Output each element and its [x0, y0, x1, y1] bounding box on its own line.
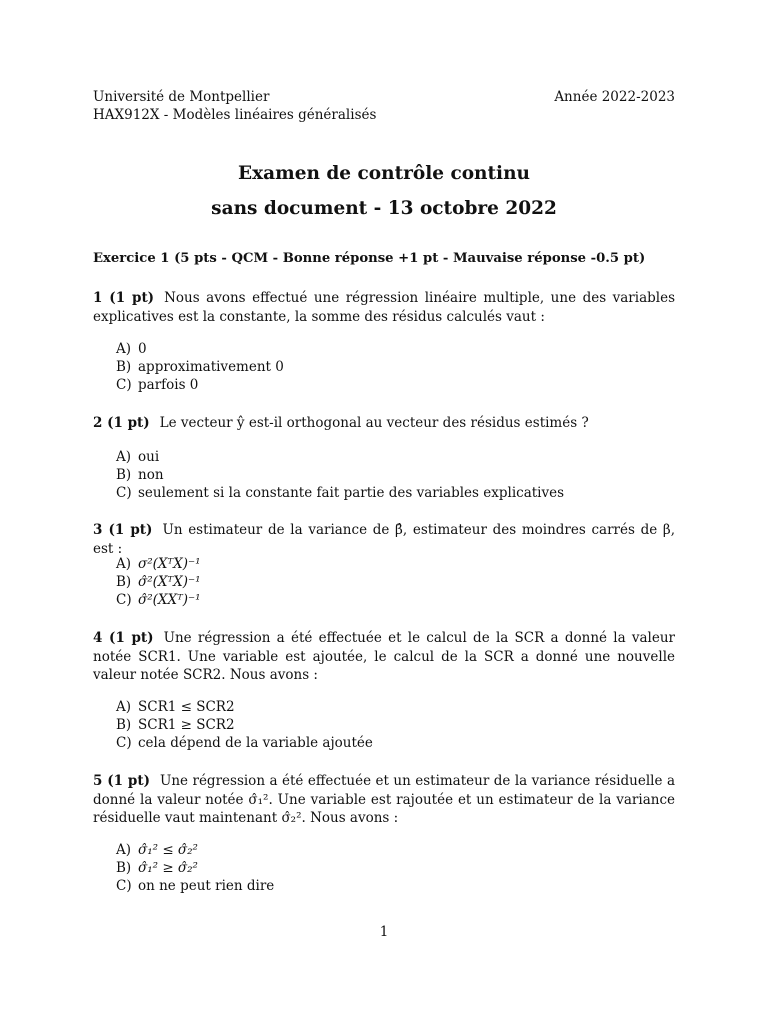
option-c: C) on ne peut rien dire — [116, 878, 275, 894]
option-c: C) seulement si la constante fait partie des variables explicatives — [116, 485, 565, 501]
option-c: C) cela dépend de la variable ajoutée — [116, 735, 373, 751]
course-name: HAX912X - Modèles linéaires généralisés — [93, 107, 377, 123]
question-number: 1 (1 pt) — [93, 290, 155, 306]
option-b: B) SCR1 ≥ SCR2 — [116, 717, 235, 733]
question-4-options — [116, 698, 373, 752]
question-text: Un estimateur de la variance de β̂, estimateur des moindres carrés de β, est : — [93, 522, 675, 557]
university-name: Université de Montpellier — [93, 89, 270, 105]
academic-year: Année 2022-2023 — [554, 89, 675, 105]
option-c: C) σ̂²(XXᵀ)⁻¹ — [116, 592, 201, 608]
option-b: B) approximativement 0 — [116, 359, 284, 375]
question-1 — [93, 289, 675, 326]
question-text: Une régression a été effectuée et le calcul de la SCR a donné la valeur notée SCR1. Une variable est ajoutée, le calcul de la SCR a donné une nouvelle valeur notée SCR2. Nous avons : — [93, 630, 675, 683]
exam-subtitle: sans document - 13 octobre 2022 — [211, 198, 557, 219]
exercise-heading: Exercice 1 (5 pts - QCM - Bonne réponse +1 pt - Mauvaise réponse -0.5 pt) — [93, 251, 646, 266]
question-3-options — [116, 555, 201, 609]
option-a: A) 0 — [116, 341, 147, 357]
option-b: B) σ̂²(XᵀX)⁻¹ — [116, 574, 201, 590]
option-b: B) σ̂₁² ≥ σ̂₂² — [116, 860, 198, 876]
question-2-options — [116, 448, 564, 502]
question-4 — [93, 629, 675, 685]
page-header — [93, 88, 675, 124]
question-text: Le vecteur ŷ est-il orthogonal au vecteur des résidus estimés ? — [159, 415, 589, 431]
question-5 — [93, 772, 675, 828]
question-number: 5 (1 pt) — [93, 773, 150, 789]
question-2 — [93, 414, 675, 433]
option-a: A) SCR1 ≤ SCR2 — [116, 699, 235, 715]
exam-title: Examen de contrôle continu — [238, 163, 530, 184]
question-3 — [93, 521, 675, 558]
question-number: 2 (1 pt) — [93, 415, 150, 431]
question-number: 3 (1 pt) — [93, 522, 153, 538]
option-b: B) non — [116, 467, 164, 483]
question-5-options — [116, 841, 274, 895]
option-a: A) oui — [116, 449, 160, 465]
option-c: C) parfois 0 — [116, 377, 199, 393]
page-number: 1 — [379, 924, 389, 940]
option-a: A) σ̂₁² ≤ σ̂₂² — [116, 842, 198, 858]
question-1-options — [116, 340, 284, 394]
option-a: A) σ²(XᵀX)⁻¹ — [116, 556, 201, 572]
question-text: Nous avons effectué une régression linéaire multiple, une des variables explicatives est la constante, la somme des résidus calculés vaut : — [93, 290, 676, 325]
question-text: Une régression a été effectuée et un estimateur de la variance résiduelle a donné la valeur notée σ̂₁². Une variable est rajoutée et un estimateur de la variance résiduelle vaut maintenant σ̂₂². Nous avons : — [93, 773, 675, 826]
question-number: 4 (1 pt) — [93, 630, 154, 646]
